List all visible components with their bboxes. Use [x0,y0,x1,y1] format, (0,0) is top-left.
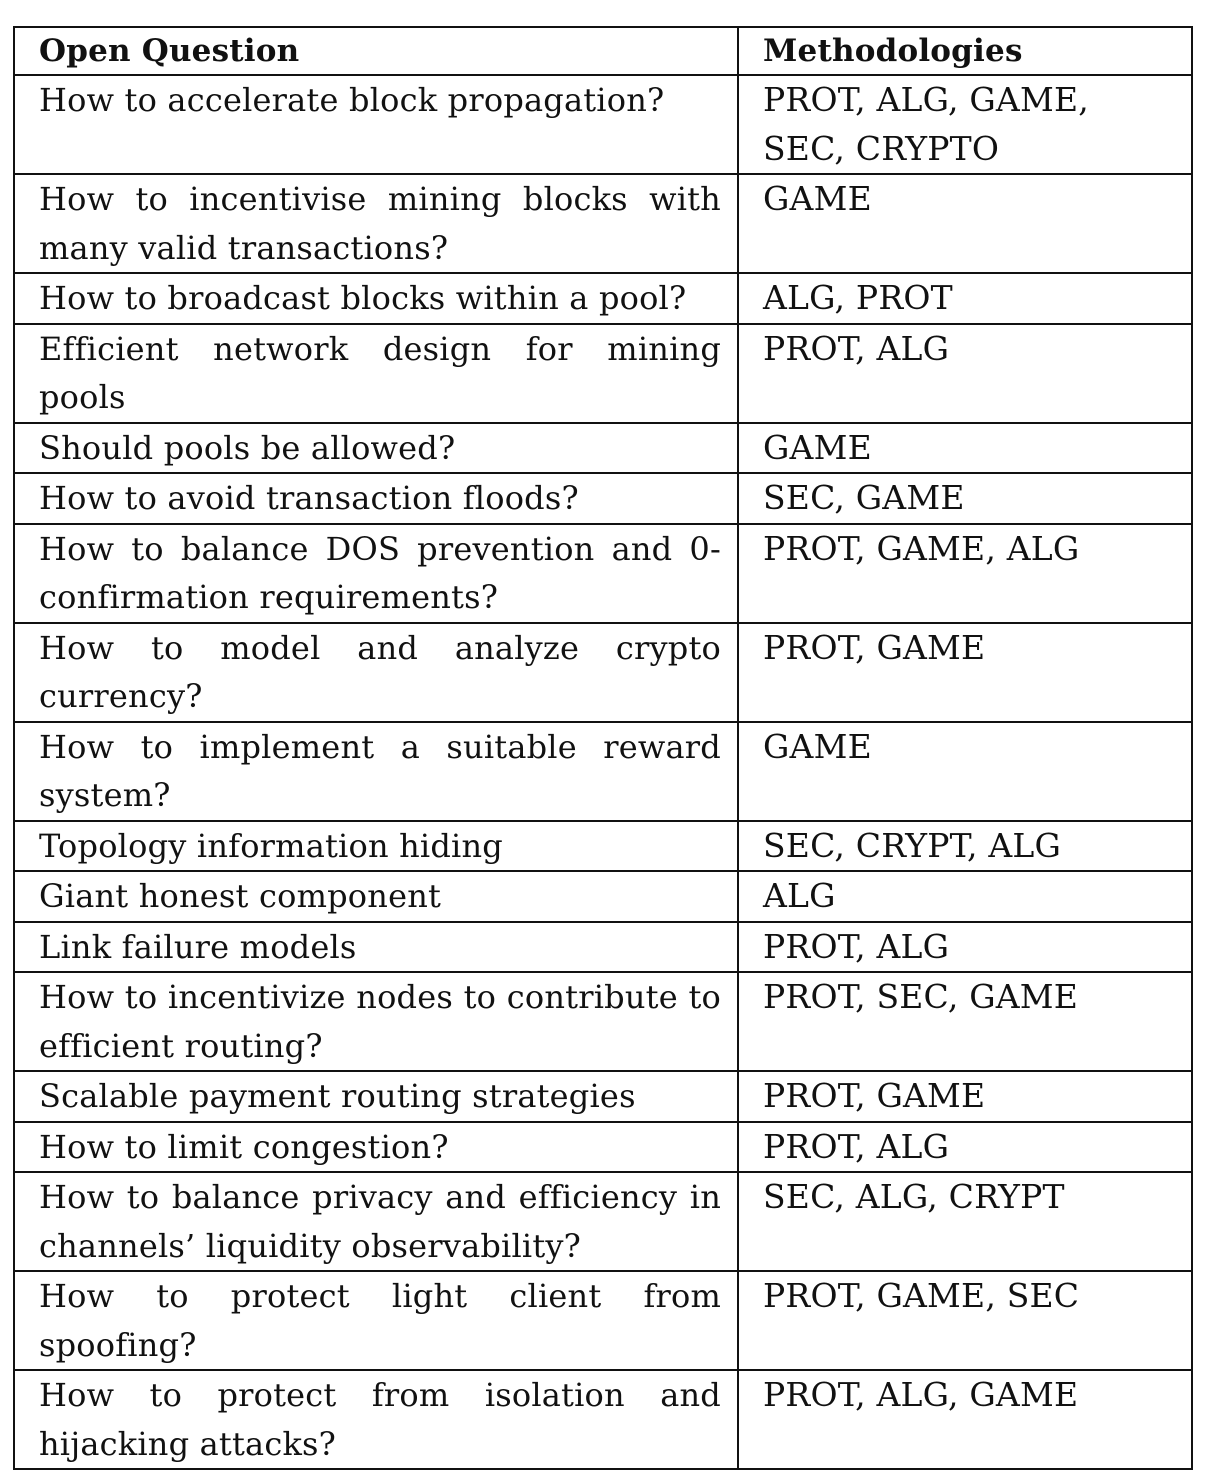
table-row [14,324,1192,423]
methodologies-cell: ALG, PROT [738,273,1192,324]
question-cell: How to balance privacy and efficiency in channels’ liquidity observability? [14,1172,738,1271]
question-cell: Efficient network design for mining pools [14,324,738,423]
question-cell: How to implement a suitable reward system? [14,722,738,821]
table-row [14,1071,1192,1122]
methodologies-cell: SEC, ALG, CRYPT [738,1172,1192,1271]
table-row [14,922,1192,973]
methodologies-cell: PROT, SEC, GAME [738,972,1192,1071]
table-row [14,1370,1192,1469]
table-row [14,273,1192,324]
methodologies-cell: PROT, GAME, ALG [738,524,1192,623]
question-cell: How to incentivise mining blocks with many valid transactions? [14,174,738,273]
methodologies-cell: PROT, ALG [738,324,1192,423]
question-cell: Giant honest component [14,871,738,922]
methodologies-cell: SEC, GAME [738,473,1192,524]
question-cell: How to accelerate block propagation? [14,75,738,174]
methodologies-cell: GAME [738,722,1192,821]
question-cell: How to broadcast blocks within a pool? [14,273,738,324]
header-methodologies: Methodologies [738,27,1192,75]
table-row [14,423,1192,474]
question-cell: How to avoid transaction floods? [14,473,738,524]
question-cell: How to model and analyze crypto currency? [14,623,738,722]
table-row [14,972,1192,1071]
table-row [14,821,1192,872]
methodologies-cell: PROT, ALG, GAME [738,1370,1192,1469]
question-cell: How to balance DOS prevention and 0-confirmation requirements? [14,524,738,623]
question-cell: How to protect light client from spoofing? [14,1271,738,1370]
methodologies-cell: PROT, GAME [738,623,1192,722]
question-cell: Scalable payment routing strategies [14,1071,738,1122]
header-row [14,27,1192,75]
table-row [14,722,1192,821]
table-row [14,75,1192,174]
table-row [14,871,1192,922]
question-cell: Should pools be allowed? [14,423,738,474]
methodologies-cell: PROT, ALG [738,922,1192,973]
question-cell: How to incentivize nodes to contribute to efficient routing? [14,972,738,1071]
question-cell: How to limit congestion? [14,1122,738,1173]
methodologies-cell: ALG [738,871,1192,922]
methodologies-cell: GAME [738,174,1192,273]
table-row [14,174,1192,273]
methodologies-cell: SEC, CRYPT, ALG [738,821,1192,872]
open-questions-table [13,26,1193,1470]
table-row [14,623,1192,722]
methodologies-cell: PROT, GAME, SEC [738,1271,1192,1370]
question-cell: Link failure models [14,922,738,973]
table-row [14,473,1192,524]
methodologies-cell: PROT, ALG, GAME, SEC, CRYPTO [738,75,1192,174]
question-cell: Topology information hiding [14,821,738,872]
table-row [14,524,1192,623]
question-cell: How to protect from isolation and hijacking attacks? [14,1370,738,1469]
table-row [14,1122,1192,1173]
table-row [14,1172,1192,1271]
table-row [14,1271,1192,1370]
methodologies-cell: PROT, GAME [738,1071,1192,1122]
methodologies-cell: PROT, ALG [738,1122,1192,1173]
header-open-question: Open Question [14,27,738,75]
methodologies-cell: GAME [738,423,1192,474]
